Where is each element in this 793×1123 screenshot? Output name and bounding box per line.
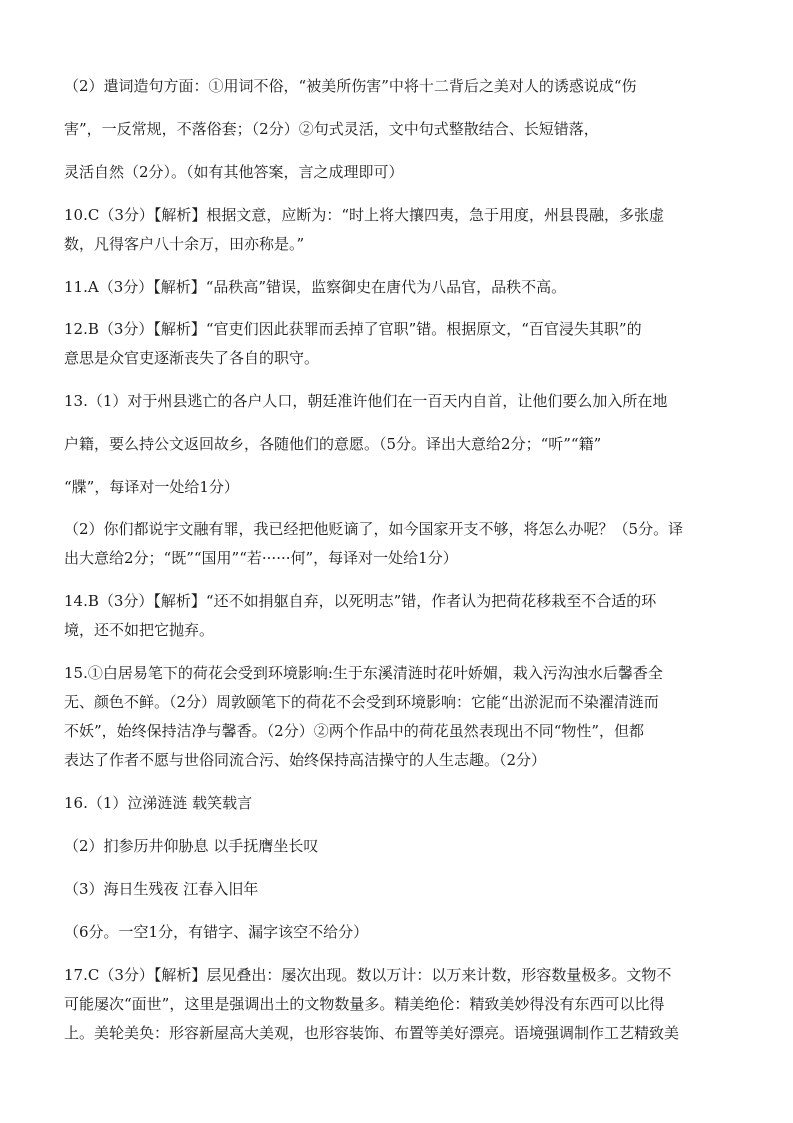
text-line: 无、颜色不鲜。（2分）周敦颐笔下的荷花不会受到环境影响：它能“出淤泥而不染濯清涟而	[64, 693, 659, 711]
text-line: 表达了作者不愿与世俗同流合污、始终保持高洁操守的人生志趣。（2分）	[64, 751, 547, 769]
text-line: 11.A（3分）【解析】“品秩高”错误，监察御史在唐代为八品官，品秩不高。	[64, 278, 567, 296]
text-line: “牒”，每译对一处给1分）	[64, 478, 239, 496]
text-line: 不妖”，始终保持洁净与馨香。（2分）②两个作品中的荷花虽然表现出不同“物性”，但都	[64, 722, 645, 740]
text-line: （2）遣词造句方面：①用词不俗，“被美所伤害”中将十二背后之美对人的诱惑说成“伤	[64, 77, 637, 95]
text-line: 16.（1）泣涕涟涟 载笑载言	[64, 794, 253, 812]
text-line: （6分。一空1分，有错字、漏字该空不给分）	[64, 923, 369, 941]
text-line: 13.（1）对于州县逃亡的各户人口，朝廷准许他们在一百天内自首，让他们要么加入所在地	[64, 392, 668, 410]
text-line: 灵活自然（2分）。（如有其他答案，言之成理即可）	[64, 163, 404, 181]
text-line: 15.①白居易笔下的荷花会受到环境影响:生于东溪清涟时花叶娇媚，栽入污沟浊水后馨香全	[64, 664, 663, 682]
text-line: 出大意给2分；“既”“国用”“若······何”，每译对一处给1分）	[64, 549, 458, 567]
text-line: 10.C（3分）【解析】根据文意，应断为：“时上将大攘四夷，急于用度，州县畏融，多张虚	[64, 206, 665, 224]
text-line: （2）你们都说宇文融有罪，我已经把他贬谪了，如今国家开支不够，将怎么办呢？（5分。译	[64, 520, 684, 538]
text-line: （3）海日生残夜 江春入旧年	[64, 880, 259, 898]
text-line: 数，凡得客户八十余万，田亦称是。”	[64, 235, 305, 253]
text-line: 上。美轮美奂：形容新屋高大美观，也形容装饰、布置等美好漂亮。语境强调制作工艺精致美	[64, 1024, 680, 1042]
text-line: 14.B（3分）【解析】“还不如捐躯自弃，以死明志”错，作者认为把荷花移栽至不合适的环	[64, 592, 657, 610]
text-line: 可能屡次“面世”，这里是强调出土的文物数量多。精美绝伦：精致美妙得没有东西可以比得	[64, 995, 665, 1013]
text-line: 户籍，要么持公文返回故乡，各随他们的意愿。（5分。译出大意给2分；“听”“籍”	[64, 435, 602, 453]
text-line: （2）扪参历井仰胁息 以手抚膺坐长叹	[64, 837, 319, 855]
text-line: 12.B（3分）【解析】“官吏们因此获罪而丢掉了官职”错。根据原文，“百官浸失其职”的	[64, 320, 642, 338]
text-line: 意思是众官吏逐渐丧失了各自的职守。	[64, 349, 320, 367]
text-line: 17.C（3分）【解析】层见叠出：屡次出现。数以万计：以万来计数，形容数量极多。文物不	[64, 966, 672, 984]
text-line: 害”，一反常规，不落俗套；（2分）②句式灵活，文中句式整散结合、长短错落，	[64, 120, 599, 138]
text-line: 境，还不如把它抛弃。	[64, 621, 215, 639]
